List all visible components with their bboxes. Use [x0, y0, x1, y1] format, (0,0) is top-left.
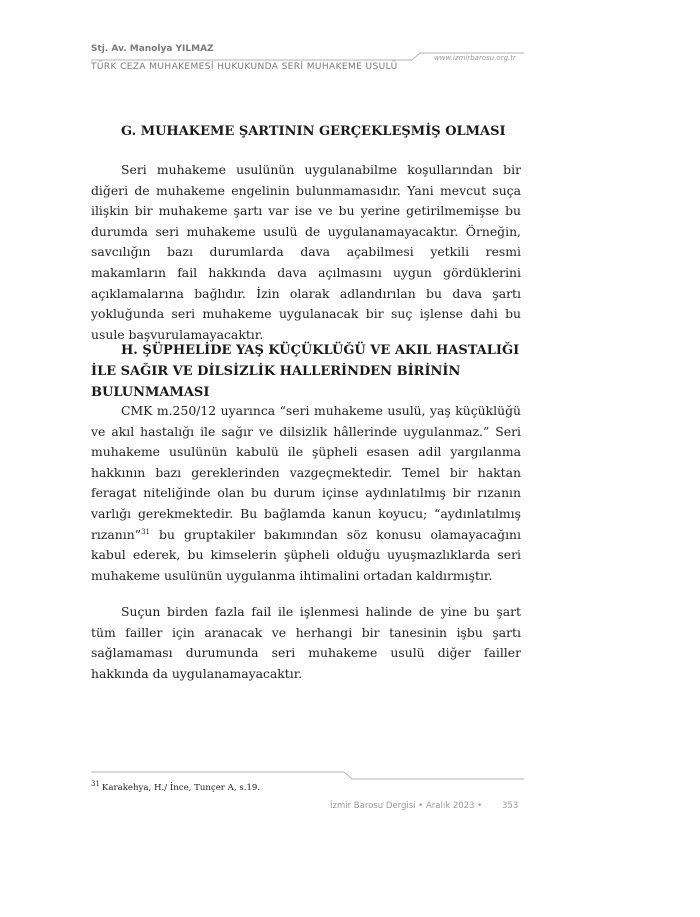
page-number: 353 — [502, 801, 519, 811]
header-title: TÜRK CEZA MUHAKEMESİ HUKUKUNDA SERİ MUHAKEME USULÜ — [91, 62, 398, 72]
footnote-number: 31 — [91, 780, 100, 789]
footnote-reference: 31 — [141, 527, 150, 536]
footer-journal: İzmir Barosu Dergisi • Aralık 2023 • — [330, 801, 483, 811]
paragraph-text: CMK m.250/12 uyarınca “seri muhakeme usulü, yaş küçüklüğü ve akıl hastalığı ile sağır ve dilsizlik hâllerinde uygulanmaz.” Seri muhakeme usulünün kabulü ile şüpheli esasen adil yargılanma hakkının bazı gereklerinden vazgeçmektedir. Temel bir haktan feragat niteliğinde olan bu durum içinse aydınlatılmış bir rızanın varlığı gerekmektedir. Bu bağlamda kanun koyucu; “aydınlatılmış rızanın” — [91, 403, 521, 542]
footer-rule-slant — [344, 772, 352, 779]
section-g-heading: G. MUHAKEME ŞARTININ GERÇEKLEŞMİŞ OLMASI — [121, 124, 506, 139]
header-rule-slant — [412, 53, 420, 60]
section-h-paragraph-1 — [91, 401, 521, 586]
footnote — [91, 780, 261, 793]
footnote-text: Karakehya, H./ İnce, Tunçer A, s.19. — [101, 783, 261, 793]
section-h-heading: H. ŞÜPHELİDE YAŞ KÜÇÜKLÜĞÜ VE AKIL HASTALIĞI İLE SAĞIR VE DİLSİZLİK HALLERİNDEN BİRİNİN BULUNMAMASI — [91, 343, 520, 400]
header-author: Stj. Av. Manolya YILMAZ — [91, 44, 214, 54]
header-url: www.izmirbarosu.org.tr — [434, 54, 516, 62]
paragraph-text: bu gruptakiler bakımından söz konusu olamayacağını kabul ederek, bu kimselerin şüpheli olduğu uyuşmazlıklarda seri muhakeme usulünün uygulanma ihtimalini ortadan kaldırmıştır. — [91, 526, 521, 583]
section-g-paragraph: Seri muhakeme usulünün uygulanabilme koşullarından bir diğeri de muhakeme engelinin bulunmamasıdır. Yani mevcut suça ilişkin bir muhakeme şartı var ise ve bu yerine getirilmemişse bu durumda seri muhakeme usulü de uygulanamayacaktır. Örneğin, savcılığın bazı durumlarda dava açabilmesi yetkili resmi makamların fail hakkında dava açılmasını uygun gördüklerini açıklamalarına bağlıdır. İzin olarak adlandırılan bu dava şartı yokluğunda seri muhakeme uygulanacak bir suç işlense dahi bu usule başvurulamayacaktır. — [91, 162, 521, 342]
section-h-paragraph-2: Suçun birden fazla fail ile işlenmesi halinde de yine bu şart tüm failler için aranacak ve herhangi bir tanesinin işbu şartı sağlamaması durumunda seri muhakeme usulü diğer failler hakkında da uygulanamayacaktır. — [91, 604, 521, 681]
